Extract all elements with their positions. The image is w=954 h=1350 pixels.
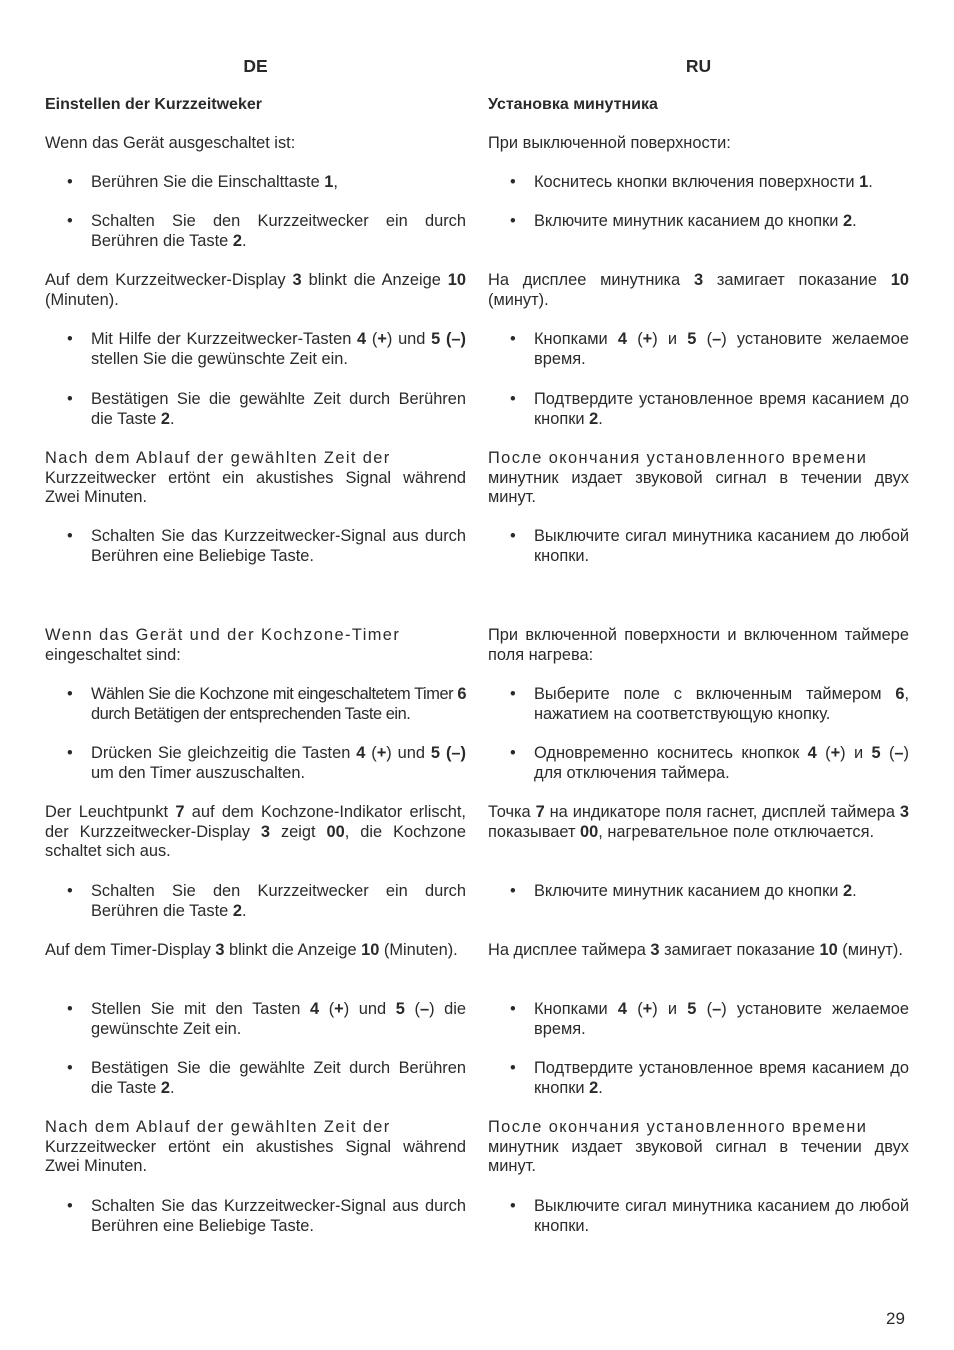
paragraph <box>45 1118 466 1138</box>
text-run: ( <box>404 1000 420 1018</box>
text-run: замигает показание <box>659 941 820 959</box>
text-run: Включите минутник касанием до кнопки <box>534 212 844 230</box>
list-item <box>45 527 466 566</box>
text-run: ) и <box>840 744 872 762</box>
list-item <box>45 882 466 921</box>
reference-number: 00 <box>580 822 599 841</box>
reference-number: + <box>334 1000 344 1018</box>
reference-number: 3 <box>260 822 271 841</box>
list-item <box>45 173 466 193</box>
reference-number: 3 <box>215 941 225 959</box>
text-run: Der Leuchtpunkt <box>45 803 176 821</box>
text-run: um den Timer auszuschalten. <box>91 763 306 782</box>
reference-number: + <box>376 744 387 762</box>
reference-number: 3 <box>292 271 302 289</box>
text-run: Schalten Sie das Kurzzeitwecker-Signal aus durch Berühren eine Beliebige Taste. <box>91 527 466 565</box>
reference-number: (–) <box>445 330 467 348</box>
text-run: минутник издает звуковой сигнал в течении двух минут. <box>488 468 909 507</box>
reference-number: 2 <box>589 409 599 428</box>
paragraph <box>488 469 909 508</box>
text-run: После окончания установленного времени <box>488 1118 868 1136</box>
text-run: Schalten Sie den Kurzzeitwecker ein durch Berühren die Taste <box>91 212 466 250</box>
paragraph <box>45 1138 466 1177</box>
text-run: Коснитесь кнопки включения поверхности <box>534 173 860 191</box>
reference-number: 3 <box>899 803 909 821</box>
paragraph <box>45 134 466 154</box>
paragraph <box>45 449 466 469</box>
list-item <box>488 330 909 369</box>
list-item <box>45 1000 466 1039</box>
text-run: замигает показание <box>703 271 891 289</box>
reference-number: 6 <box>457 685 466 703</box>
text-run: Включите минутник касанием до кнопки <box>534 882 844 900</box>
paragraph <box>45 941 466 961</box>
reference-number: – <box>894 744 904 762</box>
reference-number: 5 <box>871 744 881 762</box>
reference-number: 5 <box>687 330 697 348</box>
text-run: ( <box>366 330 378 348</box>
section-heading-de: Einstellen der Kurzzeitweker <box>45 96 262 113</box>
text-run: Выберите поле с включенным таймером <box>534 685 896 703</box>
text-run: Подтвердите установленное время касанием до кнопки <box>534 390 909 428</box>
text-run: . <box>241 231 247 250</box>
reference-number: 2 <box>160 409 170 428</box>
text-run: На дисплее таймера <box>488 941 651 959</box>
list-item <box>488 882 909 902</box>
reference-number: – <box>712 1000 722 1018</box>
text-run: Schalten Sie den Kurzzeitwecker ein durch Berühren die Taste <box>91 882 466 920</box>
paragraph <box>488 803 909 842</box>
list-item <box>45 685 466 724</box>
text-run: . <box>868 173 873 191</box>
text-run: eingeschaltet sind: <box>45 645 181 664</box>
paragraph <box>45 469 466 508</box>
text-run: Bestätigen Sie die gewählte Zeit durch Berühren die Taste <box>91 1059 466 1097</box>
reference-number: 2 <box>232 901 242 920</box>
reference-number: 5 <box>687 1000 697 1018</box>
language-label-ru: RU <box>685 56 712 76</box>
text-run: Nach dem Ablauf der gewählten Zeit der <box>45 449 391 467</box>
paragraph <box>45 803 466 862</box>
reference-number: – <box>712 330 722 348</box>
text-run: zeigt <box>270 822 327 841</box>
reference-number: 5 <box>430 744 441 762</box>
text-run: ) для отключения таймера. <box>534 744 909 782</box>
text-run: ) и <box>652 330 688 348</box>
reference-number: 5 <box>395 1000 405 1018</box>
section-heading-ru: Установка минутника <box>488 96 658 113</box>
text-run: Wählen Sie die Kochzone mit eingeschaltetem Timer <box>91 685 458 703</box>
text-run: , нажатием на соответствующую кнопку. <box>534 685 909 723</box>
list-item <box>488 1059 909 1098</box>
reference-number: 6 <box>895 685 905 703</box>
text-run: . <box>241 901 247 920</box>
text-run: . <box>169 1078 175 1097</box>
list-item <box>488 1197 909 1236</box>
text-run: (Minuten). <box>379 941 458 959</box>
paragraph <box>488 626 909 665</box>
reference-number: (–) <box>445 744 467 762</box>
text-run: При выключенной поверхности: <box>488 134 731 152</box>
text-run: минутник издает звуковой сигнал в течении двух минут. <box>488 1137 909 1176</box>
text-run: (минут). <box>488 290 549 309</box>
text-run: Drücken Sie gleichzeitig die Tasten <box>91 744 357 762</box>
reference-number: – <box>419 1000 430 1018</box>
text-run: durch Betätigen der entsprechenden Taste ein. <box>91 704 411 723</box>
list-item <box>488 390 909 429</box>
reference-number: 7 <box>535 803 545 821</box>
list-item <box>488 212 909 232</box>
text-run: Stellen Sie mit den Tasten <box>91 1000 310 1018</box>
text-run: . <box>169 409 175 428</box>
list-item <box>488 173 909 193</box>
text-run: Auf dem Timer-Display <box>45 941 216 959</box>
text-run: Wenn das Gerät und der Kochzone-Timer <box>45 626 401 644</box>
text-run: ( <box>880 744 895 762</box>
text-run: ) und <box>386 330 432 348</box>
text-run: , die Kochzone schaltet sich aus. <box>45 822 466 861</box>
reference-number: 2 <box>232 231 242 250</box>
reference-number: 10 <box>819 941 838 959</box>
text-run: Кнопками <box>534 1000 618 1018</box>
list-item <box>45 1197 466 1236</box>
text-run: . <box>852 882 857 900</box>
reference-number: 4 <box>357 330 367 348</box>
text-run: Выключите сигал минутника касанием до любой кнопки. <box>534 527 909 565</box>
reference-number: 10 <box>890 271 909 289</box>
paragraph <box>488 134 909 154</box>
list-item <box>45 212 466 251</box>
text-run: Точка <box>488 803 536 821</box>
list-item <box>45 744 466 783</box>
reference-number: 10 <box>447 271 466 289</box>
text-run: , нагревательное поле отключается. <box>598 822 875 841</box>
text-run: Kurzzeitwecker ertönt ein akustishes Signal während Zwei Minuten. <box>45 1137 466 1176</box>
reference-number: 3 <box>693 271 704 289</box>
text-run: Schalten Sie das Kurzzeitwecker-Signal aus durch Berühren eine Beliebige Taste. <box>91 1197 466 1235</box>
text-run: Auf dem Kurzzeitwecker-Display <box>45 271 293 289</box>
text-run: auf dem Kochzone-Indikator erlischt, der Kurzzeitwecker-Display <box>45 803 466 841</box>
text-run: ) und <box>386 744 431 762</box>
page-number: 29 <box>886 1309 905 1328</box>
text-run: Кнопками <box>534 330 618 348</box>
text-run: Mit Hilfe der Kurzzeitwecker-Tasten <box>91 330 358 348</box>
reference-number: + <box>830 744 841 762</box>
paragraph <box>488 1138 909 1177</box>
paragraph <box>488 1118 909 1138</box>
text-run: Wenn das Gerät ausgeschaltet ist: <box>45 134 296 152</box>
text-run: Nach dem Ablauf der gewählten Zeit der <box>45 1118 391 1136</box>
reference-number: + <box>642 330 653 348</box>
text-run: ( <box>627 330 643 348</box>
text-run: ) die gewünschte Zeit ein. <box>91 1000 467 1038</box>
reference-number: 10 <box>361 941 380 959</box>
language-label-de: DE <box>243 56 268 76</box>
list-item <box>45 1059 466 1098</box>
reference-number: 4 <box>356 744 366 762</box>
reference-number: 4 <box>309 1000 320 1018</box>
text-run: ( <box>696 330 713 348</box>
text-run: . <box>598 1078 603 1097</box>
list-item <box>45 330 466 369</box>
text-run: ) und <box>343 1000 396 1018</box>
reference-number: + <box>642 1000 653 1018</box>
text-run: При включенной поверхности и включенном таймере поля нагрева: <box>488 626 909 664</box>
paragraph <box>45 626 466 646</box>
text-run: (Minuten). <box>45 290 119 309</box>
text-run: После окончания установленного времени <box>488 449 868 467</box>
list-item <box>488 744 909 783</box>
list-item <box>45 390 466 429</box>
reference-number: 2 <box>843 882 853 900</box>
text-run: Одновременно коснитесь кнопкок <box>534 744 808 762</box>
list-item <box>488 685 909 724</box>
text-run: показывает <box>488 822 581 841</box>
reference-number: 2 <box>160 1078 170 1097</box>
reference-number: 2 <box>589 1078 599 1097</box>
text-run: stellen Sie die gewünschte Zeit ein. <box>91 349 348 368</box>
text-run: Bestätigen Sie die gewählte Zeit durch Berühren die Taste <box>91 390 466 428</box>
paragraph <box>45 271 466 310</box>
paragraph <box>488 941 909 961</box>
text-run: ) установите желаемое время. <box>534 1000 910 1038</box>
reference-number: 1 <box>859 173 869 191</box>
list-item <box>488 1000 909 1039</box>
text-run: blinkt die Anzeige <box>224 941 362 959</box>
text-run: ( <box>696 1000 713 1018</box>
text-run: Подтвердите установленное время касанием до кнопки <box>534 1059 909 1097</box>
reference-number: 4 <box>617 1000 627 1018</box>
paragraph <box>488 449 909 469</box>
reference-number: 2 <box>843 212 853 230</box>
reference-number: 00 <box>326 822 345 841</box>
text-run: Выключите сигал минутника касанием до любой кнопки. <box>534 1197 909 1235</box>
text-run: ( <box>319 1000 335 1018</box>
reference-number: 7 <box>175 803 185 821</box>
reference-number: 4 <box>807 744 817 762</box>
text-run: (минут). <box>837 941 903 959</box>
list-item <box>488 527 909 566</box>
text-run: ( <box>816 744 831 762</box>
text-run: blinkt die Anzeige <box>301 271 448 289</box>
reference-number: 5 <box>431 330 441 348</box>
text-run: Berühren Sie die Einschalttaste <box>91 173 325 191</box>
reference-number: 4 <box>617 330 627 348</box>
paragraph <box>45 646 466 666</box>
text-run: Kurzzeitwecker ertönt ein akustishes Signal während Zwei Minuten. <box>45 468 466 507</box>
text-run: ( <box>627 1000 643 1018</box>
text-run: на индикаторе поля гаснет, дисплей таймера <box>544 803 900 821</box>
reference-number: 3 <box>650 941 660 959</box>
text-run: . <box>852 212 857 230</box>
reference-number: + <box>377 330 387 348</box>
text-run: ( <box>365 744 377 762</box>
paragraph <box>488 271 909 310</box>
text-run: , <box>333 173 338 191</box>
reference-number: 1 <box>324 173 334 191</box>
text-run: ) установите желаемое время. <box>534 330 910 368</box>
text-run: ) и <box>652 1000 688 1018</box>
text-run: . <box>598 409 603 428</box>
text-run: На дисплее минутника <box>488 271 694 289</box>
